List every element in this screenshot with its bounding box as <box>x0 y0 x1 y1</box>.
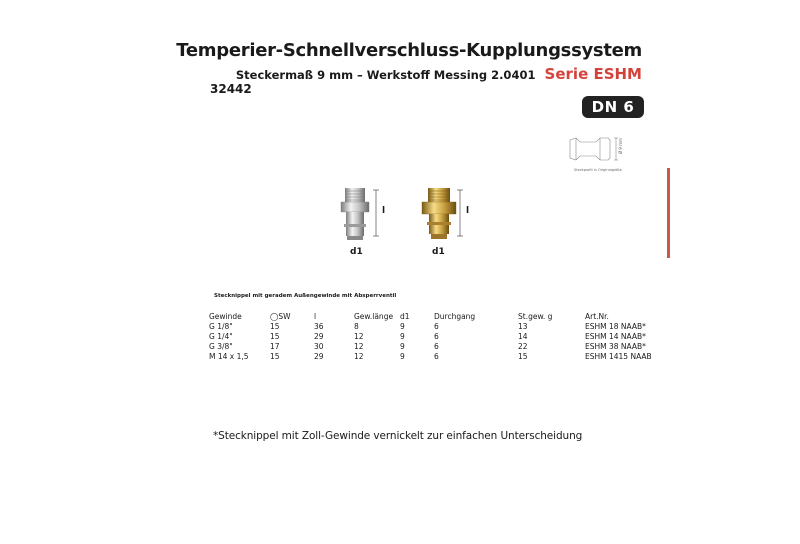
spec-table <box>209 312 675 362</box>
footnote: *Stecknippel mit Zoll-Gewinde vernickelt zur einfachen Unterscheidung <box>213 430 583 442</box>
profile-dimension-label: Ø 9 mm <box>618 137 623 154</box>
column-header: Gewinde <box>209 312 242 321</box>
table-cell: G 1/4" <box>209 332 233 341</box>
column-header: Durchgang <box>434 312 476 321</box>
table-caption: Stecknippel mit geradem Außengewinde mit Absperrventil <box>214 293 397 299</box>
accent-bar <box>667 168 670 258</box>
table-cell: 15 <box>270 332 280 341</box>
table-cell: 17 <box>270 342 280 351</box>
plug-profile-drawing <box>566 132 636 168</box>
table-cell: G 1/8" <box>209 322 233 331</box>
column-header: Gew.länge <box>354 312 394 321</box>
column-header: l <box>314 312 317 321</box>
table-cell: G 3/8" <box>209 342 233 351</box>
table-cell: 9 <box>400 352 405 361</box>
brass-nipple-figure <box>414 186 474 246</box>
table-cell: 30 <box>314 342 324 351</box>
table-cell: 14 <box>518 332 528 341</box>
table-cell: 9 <box>400 322 405 331</box>
table-cell: 12 <box>354 332 364 341</box>
table-cell: 29 <box>314 332 324 341</box>
table-header-row <box>209 312 675 322</box>
table-cell: ESHM 1415 NAAB <box>585 352 652 361</box>
table-cell: 12 <box>354 342 364 351</box>
table-cell: 6 <box>434 352 439 361</box>
series-label: Serie ESHM <box>544 65 642 83</box>
table-cell: 6 <box>434 322 439 331</box>
nickel-length-label: l <box>382 206 386 216</box>
nickel-diameter-label: d1 <box>350 247 363 257</box>
column-header: St.gew. g <box>518 312 553 321</box>
table-cell: 12 <box>354 352 364 361</box>
table-row <box>209 342 675 352</box>
table-cell: M 14 x 1,5 <box>209 352 249 361</box>
table-cell: ESHM 18 NAAB* <box>585 322 646 331</box>
table-cell: 6 <box>434 332 439 341</box>
column-header: d1 <box>400 312 410 321</box>
table-row <box>209 322 675 332</box>
table-cell: 15 <box>518 352 528 361</box>
catalog-subtitle: Steckermaß 9 mm – Werkstoff Messing 2.0401 <box>235 68 536 82</box>
table-cell: 9 <box>400 332 405 341</box>
table-cell: 15 <box>270 352 280 361</box>
subtitle-row <box>236 64 642 83</box>
table-cell: 36 <box>314 322 324 331</box>
dn-badge: DN 6 <box>582 96 644 118</box>
column-header: ◯SW <box>270 312 291 321</box>
table-cell: 9 <box>400 342 405 351</box>
table-cell: 29 <box>314 352 324 361</box>
table-row <box>209 332 675 342</box>
table-cell: 13 <box>518 322 528 331</box>
page-number: 32442 <box>210 82 252 96</box>
table-cell: ESHM 14 NAAB* <box>585 332 646 341</box>
brass-length-label: l <box>466 206 470 216</box>
table-cell: 15 <box>270 322 280 331</box>
table-cell: 8 <box>354 322 359 331</box>
table-row <box>209 352 675 362</box>
column-header: Art.Nr. <box>585 312 609 321</box>
nickel-nipple-figure <box>330 186 390 246</box>
brass-diameter-label: d1 <box>432 247 445 257</box>
table-cell: ESHM 38 NAAB* <box>585 342 646 351</box>
profile-caption: Steckprofil in Originalgröße <box>574 168 622 172</box>
catalog-title: Temperier-Schnellverschluss-Kupplungssystem <box>176 40 642 61</box>
table-cell: 6 <box>434 342 439 351</box>
table-cell: 22 <box>518 342 528 351</box>
